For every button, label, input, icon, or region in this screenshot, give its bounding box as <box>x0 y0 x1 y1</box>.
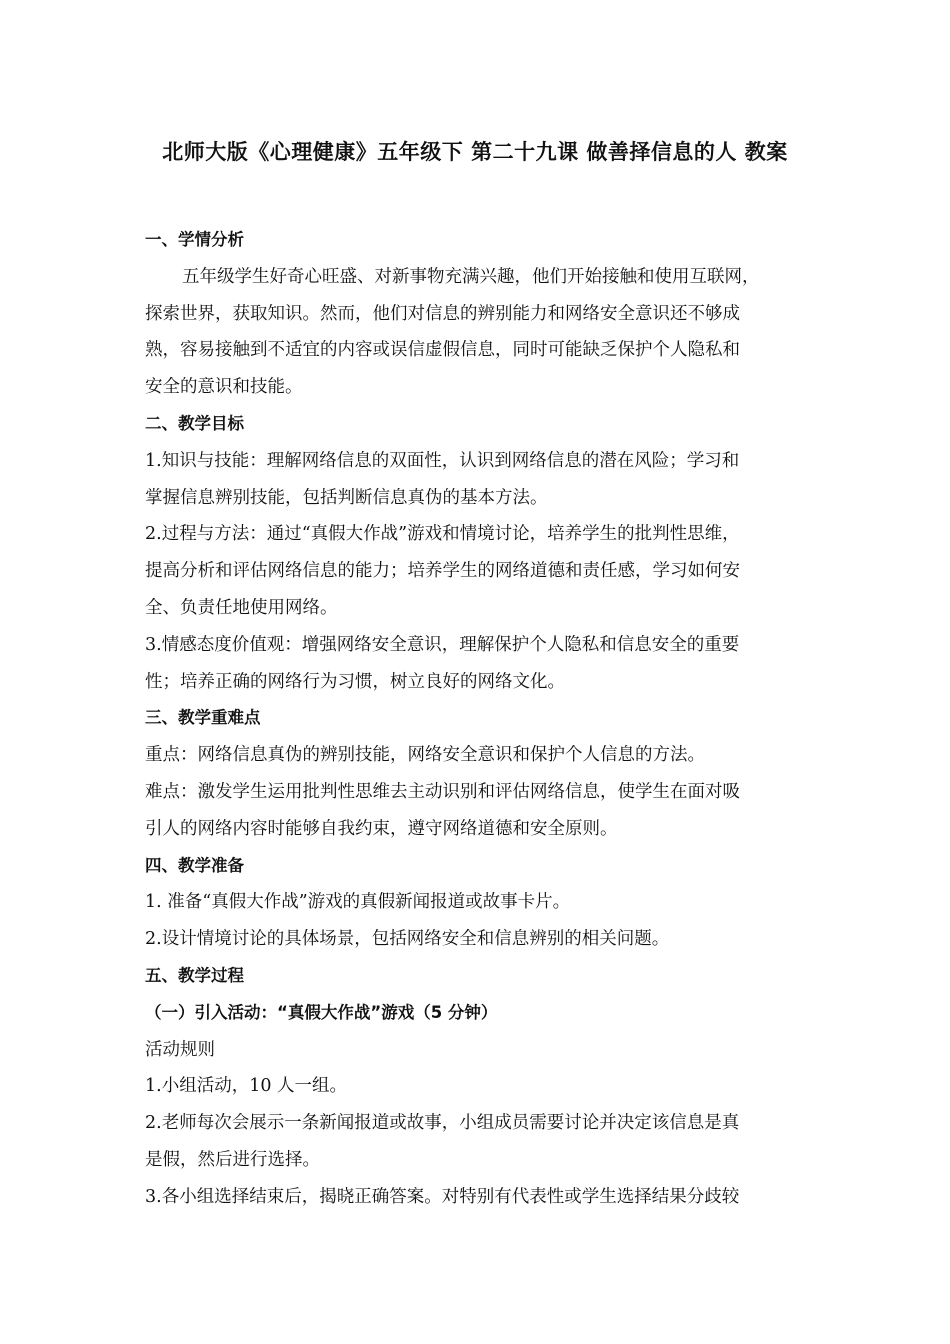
text-line: 提高分析和评估网络信息的能力；培养学生的网络道德和责任感，学习如何安 <box>145 561 740 582</box>
text-line: 1.知识与技能：理解网络信息的双面性，认识到网络信息的潜在风险；学习和 <box>145 450 740 471</box>
text-line: 1.小组活动，10 人一组。 <box>145 1076 348 1097</box>
text-line: 熟，容易接触到不适宜的内容或误信虚假信息，同时可能缺乏保护个人隐私和 <box>145 340 740 361</box>
section-heading: 四、教学准备 <box>145 855 244 875</box>
text-line: 2.设计情境讨论的具体场景，包括网络安全和信息辨别的相关问题。 <box>145 929 670 950</box>
text-line: 安全的意识和技能。 <box>145 377 303 398</box>
text-line: 活动规则 <box>145 1039 215 1060</box>
text-line: 五年级学生好奇心旺盛、对新事物充满兴趣，他们开始接触和使用互联网， <box>182 266 760 287</box>
section-heading: （一）引入活动：“真假大作战”游戏（5 分钟） <box>145 1002 498 1022</box>
section-heading: 五、教学过程 <box>145 965 244 985</box>
text-line: 性；培养正确的网络行为习惯，树立良好的网络文化。 <box>145 671 565 692</box>
text-line: 1. 准备“真假大作战”游戏的真假新闻报道或故事卡片。 <box>145 892 571 913</box>
text-line: 难点：激发学生运用批判性思维去主动识别和评估网络信息，使学生在面对吸 <box>145 781 740 802</box>
text-line: 全、负责任地使用网络。 <box>145 597 338 618</box>
text-line: 探索世界，获取知识。然而，他们对信息的辨别能力和网络安全意识还不够成 <box>145 303 740 324</box>
text-line: 2.过程与方法：通过“真假大作战”游戏和情境讨论，培养学生的批判性思维， <box>145 524 740 545</box>
text-line: 重点：网络信息真伪的辨别技能，网络安全意识和保护个人信息的方法。 <box>145 745 705 766</box>
text-line: 引人的网络内容时能够自我约束，遵守网络道德和安全原则。 <box>145 818 618 839</box>
section-heading: 三、教学重难点 <box>145 708 261 728</box>
text-line: 掌握信息辨别技能，包括判断信息真伪的基本方法。 <box>145 487 548 508</box>
document-title: 北师大版《心理健康》五年级下 第二十九课 做善择信息的人 教案 <box>162 140 788 164</box>
text-line: 3.各小组选择结束后，揭晓正确答案。对特别有代表性或学生选择结果分歧较 <box>145 1186 740 1207</box>
text-line: 是假，然后进行选择。 <box>145 1149 320 1170</box>
section-heading: 二、教学目标 <box>145 413 244 433</box>
document-body <box>145 222 810 1216</box>
section-heading: 一、学情分析 <box>145 230 244 249</box>
text-line: 2.老师每次会展示一条新闻报道或故事，小组成员需要讨论并决定该信息是真 <box>145 1113 740 1134</box>
text-line: 3.情感态度价值观：增强网络安全意识，理解保护个人隐私和信息安全的重要 <box>145 634 740 655</box>
